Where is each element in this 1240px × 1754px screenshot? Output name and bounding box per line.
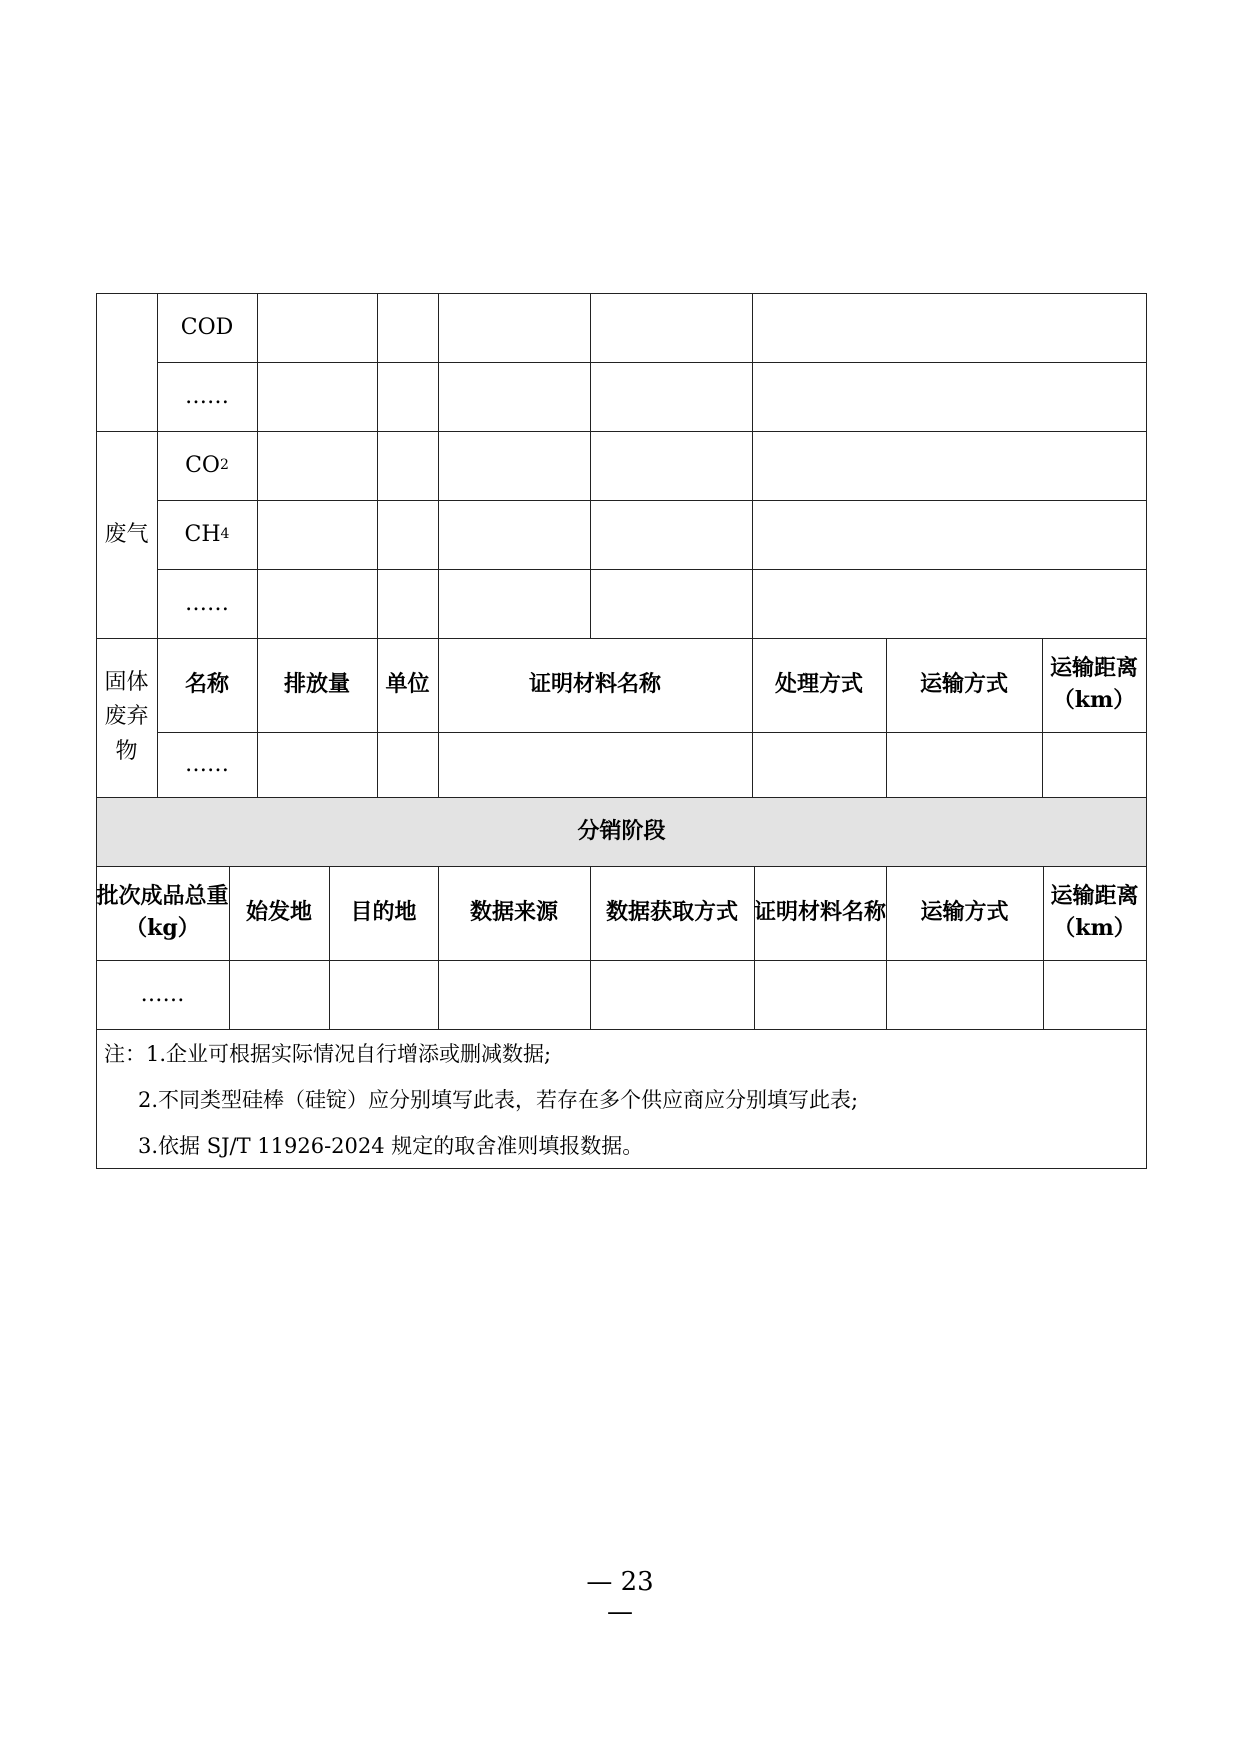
pollutant-name: CO 2: [185, 452, 229, 478]
col-divider: [377, 293, 378, 638]
section-title: 分销阶段: [577, 817, 666, 844]
column-header: 证明材料名称: [528, 671, 661, 698]
column-header: 处理方式: [774, 671, 863, 698]
row-divider: [157, 500, 1147, 501]
pollutant-name: CH 4: [184, 521, 230, 547]
pollutant-ellipsis: ……: [185, 590, 229, 616]
column-header: 名称: [184, 671, 229, 698]
row-divider: [157, 569, 1147, 570]
note-line: 3.依据 SJ/T 11926-2024 规定的取舍准则填报数据。: [138, 1134, 644, 1158]
column-header: 运输方式: [919, 671, 1008, 698]
col-divider: [752, 293, 753, 638]
column-header: 运输距离 （km）: [1049, 655, 1138, 713]
col-divider: [257, 293, 258, 638]
note-line: 注：1.企业可根据实际情况自行增添或删减数据;: [104, 1042, 552, 1066]
column-header: 单位: [385, 671, 430, 698]
note-line: 2.不同类型硅棒（硅锭）应分别填写此表，若存在多个供应商应分别填写此表;: [138, 1088, 859, 1112]
page-number: — 23 —: [586, 1567, 654, 1627]
column-header: 数据获取方式: [605, 899, 738, 926]
table-right-border: [1146, 293, 1147, 1169]
column-header: 始发地: [245, 899, 312, 926]
col-divider: [590, 293, 591, 638]
exhaust-category-label: 废气: [104, 521, 149, 547]
column-header: 目的地: [350, 899, 417, 926]
row-divider: [96, 960, 1147, 961]
table-bottom-border: [96, 1168, 1147, 1169]
row-divider: [96, 1029, 1147, 1030]
table-cell-ellipsis: ……: [140, 981, 185, 1007]
row-divider: [157, 362, 1147, 363]
column-header: 排放量: [283, 671, 350, 698]
col-divider: [438, 293, 439, 638]
column-header: 运输距离 （km）: [1050, 883, 1139, 941]
column-header: 证明材料名称: [754, 899, 887, 926]
column-header: 运输方式: [920, 899, 1009, 926]
solid-waste-category-label: 固体废弃物: [104, 670, 149, 764]
column-header: 数据来源: [469, 899, 558, 926]
table-cell-ellipsis: ……: [185, 751, 229, 777]
column-header: 批次成品总重 （kg）: [96, 883, 229, 941]
row-divider: [157, 732, 1147, 733]
pollutant-name: COD: [180, 314, 234, 340]
pollutant-ellipsis: ……: [185, 383, 229, 409]
